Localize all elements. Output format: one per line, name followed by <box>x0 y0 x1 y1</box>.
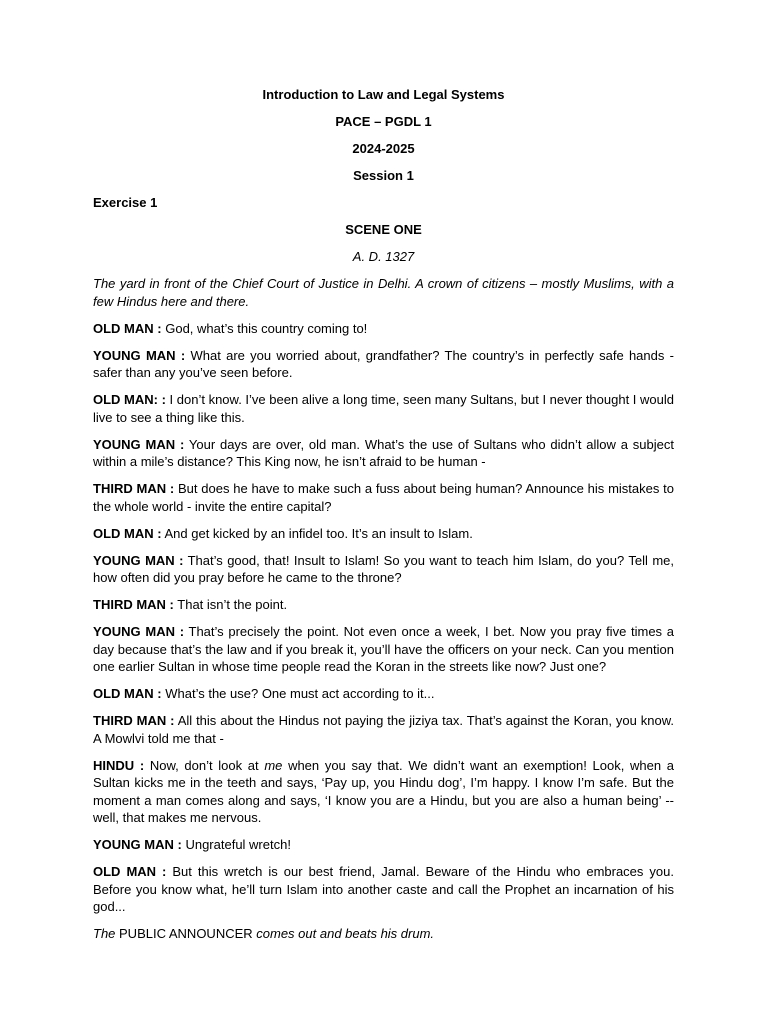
dialogue-line <box>93 320 674 338</box>
closing-stage-direction <box>93 925 674 943</box>
speaker-name: YOUNG MAN : <box>93 436 185 452</box>
line-text: Ungrateful wretch! <box>181 837 291 852</box>
line-text: But does he have to make such a fuss about being human? Announce his mistakes to the whole world - invite the entire capital? <box>93 481 674 514</box>
speaker-name: HINDU : <box>93 757 145 773</box>
speaker-name: YOUNG MAN : <box>93 552 184 568</box>
course-title: Introduction to Law and Legal Systems <box>262 87 505 102</box>
line-text: Your days are over, old man. What’s the use of Sultans who didn’t allow a subject within a mile’s distance? This King now, he isn’t afraid to be human - <box>93 436 674 469</box>
dialogue-line <box>93 525 674 543</box>
exercise-heading: Exercise 1 <box>93 195 158 210</box>
dialogue-line-hindu <box>93 757 674 827</box>
dialogue-line <box>93 712 674 747</box>
speaker-name: OLD MAN: : <box>93 392 166 407</box>
session-title: Session 1 <box>353 168 414 183</box>
line-text: God, what’s this country coming to! <box>161 320 368 336</box>
programme-title: PACE – PGDL 1 <box>335 114 432 129</box>
academic-year: 2024-2025 <box>352 141 415 156</box>
line-text: All this about the Hindus not paying the jiziya tax. That’s against the Koran, you know. A Mowlvi told me that - <box>93 713 674 746</box>
scene-date: A. D. 1327 <box>352 249 415 264</box>
emphasis-text: me <box>264 757 283 773</box>
dialogue-line <box>93 863 674 916</box>
line-text: But this wretch is our best friend, Jamal. Beware of the Hindu who embraces you. Before you know what, he’ll turn Islam into another caste and call the Prophet an incarnation of his god... <box>93 864 674 914</box>
speaker-name: OLD MAN : <box>93 525 162 541</box>
line-text: I don’t know. I’ve been alive a long time, seen many Sultans, but I never thought I would live to see a thing like this. <box>93 392 674 425</box>
dialogue-line <box>93 623 674 676</box>
line-text: when you say that. We didn’t want an exemption! Look, when a Sultan kicks me in the teeth and says, ‘Pay up, you Hindu dog’, I’m happy. I know I’m safe. But the moment a man comes along and says, ‘I know you are a Hindu, but you are also a human being’ -- well, that makes me nervous. <box>93 757 674 825</box>
dialogue-line <box>93 347 674 382</box>
scene-title: SCENE ONE <box>345 222 422 237</box>
dialogue-line <box>93 552 674 587</box>
line-text: That isn’t the point. <box>173 597 288 612</box>
character-name: PUBLIC ANNOUNCER <box>119 926 253 941</box>
speaker-name: THIRD MAN : <box>93 713 175 728</box>
dialogue-line <box>93 596 674 614</box>
speaker-name: THIRD MAN : <box>93 481 175 496</box>
speaker-name: YOUNG MAN : <box>93 624 185 639</box>
line-text: And get kicked by an infidel too. It’s an insult to Islam. <box>161 525 473 541</box>
dialogue-line <box>93 836 674 854</box>
direction-text: The <box>93 926 120 941</box>
speaker-name: OLD MAN : <box>93 320 162 336</box>
speaker-name: YOUNG MAN : <box>93 347 186 363</box>
line-text: That’s good, that! Insult to Islam! So you want to teach him Islam, do you? Tell me, how often did you pray before he came to the throne? <box>93 552 674 585</box>
line-text: Now, don’t look at <box>144 757 265 773</box>
speaker-name: YOUNG MAN : <box>93 837 182 852</box>
line-text: What’s the use? One must act according to it... <box>161 686 435 701</box>
dialogue-line <box>93 436 674 471</box>
stage-direction: The yard in front of the Chief Court of Justice in Delhi. A crown of citizens – mostly Muslims, with a few Hindus here and there. <box>93 276 674 309</box>
direction-text: comes out and beats his drum. <box>252 926 435 941</box>
line-text: That’s precisely the point. Not even once a week, I bet. Now you pray five times a day because that’s the law and if you break it, you’ll have the officers on your neck. Can you mention one earlier Sultan in whose time people read the Koran in the streets like now? Just one? <box>93 624 674 674</box>
dialogue-line <box>93 391 674 426</box>
dialogue-line <box>93 480 674 515</box>
speaker-name: OLD MAN : <box>93 864 167 879</box>
speaker-name: THIRD MAN : <box>93 597 174 612</box>
dialogue-line <box>93 685 674 703</box>
speaker-name: OLD MAN : <box>93 686 162 701</box>
line-text: What are you worried about, grandfather? The country’s in perfectly safe hands - safer than any you’ve seen before. <box>93 347 674 380</box>
